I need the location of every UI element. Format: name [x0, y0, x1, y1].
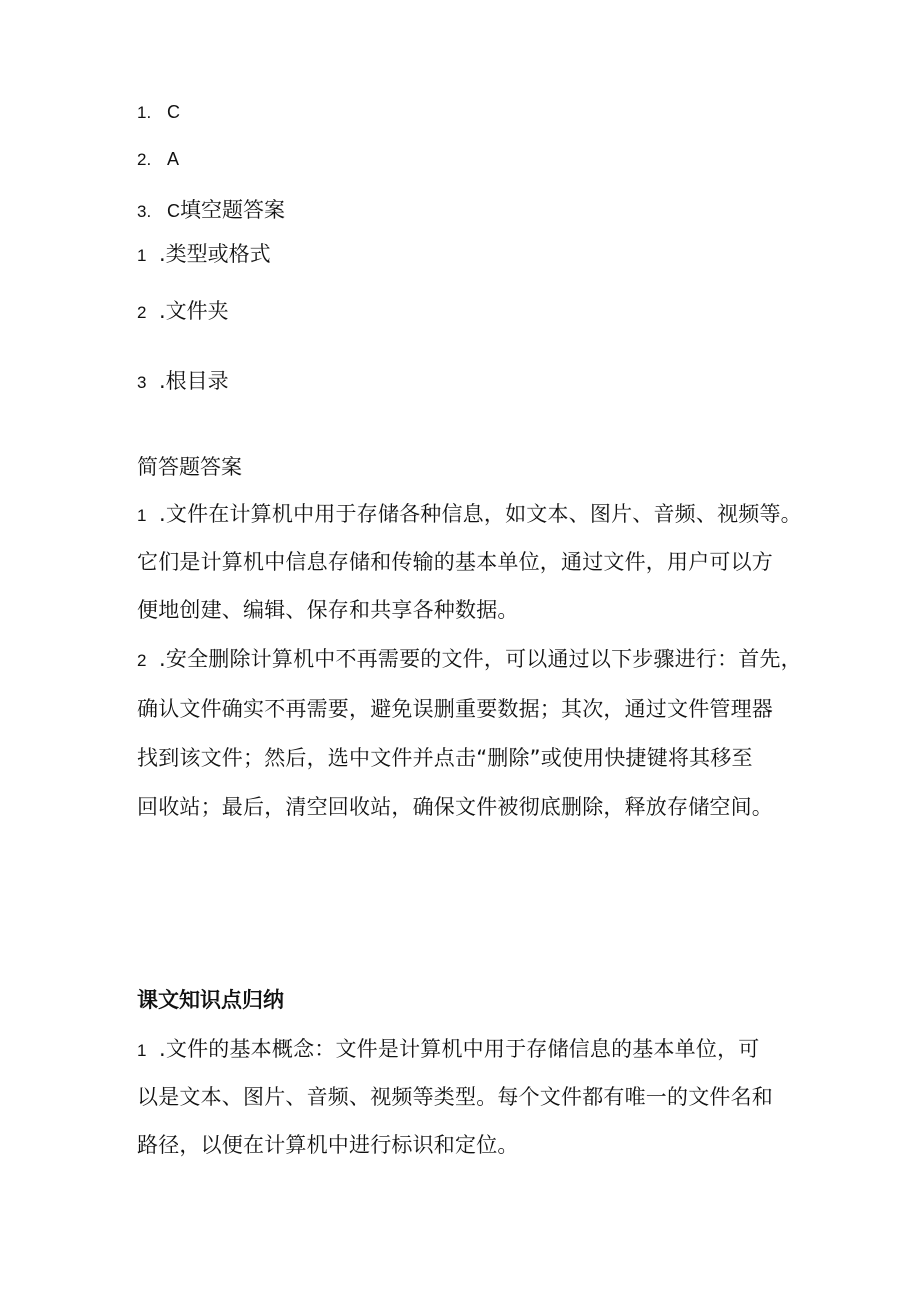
- short-answer-2-line-3: 找到该文件；然后，选中文件并点击“删除”或使用快捷键将其移至: [137, 746, 753, 770]
- fill-answer-1-number: 1: [137, 246, 147, 265]
- choice-answer-2: [137, 144, 179, 174]
- fill-answer-3: [137, 367, 229, 397]
- knowledge-point-1-text-1: .文件的基本概念：文件是计算机中用于存储信息的基本单位，可: [159, 1037, 760, 1061]
- short-answer-2-text-1: .安全删除计算机中不再需要的文件，可以通过以下步骤进行：首先，: [159, 647, 802, 671]
- short-answer-1-line-3: 便地创建、编辑、保存和共享各种数据。: [137, 598, 519, 622]
- fill-answer-1-text: .类型或格式: [159, 242, 271, 266]
- choice-answer-1-letter: C: [167, 102, 180, 122]
- short-answer-1-line-2: 它们是计算机中信息存储和传输的基本单位，通过文件，用户可以方: [137, 550, 773, 574]
- knowledge-point-1-line-3: 路径，以便在计算机中进行标识和定位。: [137, 1133, 519, 1157]
- knowledge-point-1-line-1: [137, 1035, 759, 1065]
- short-answer-1-line-1: [137, 500, 802, 530]
- knowledge-point-1-line-2: 以是文本、图片、音频、视频等类型。每个文件都有唯一的文件名和: [137, 1085, 773, 1109]
- fill-heading: 填空题答案: [180, 198, 285, 222]
- short-answer-1-number: 1: [137, 506, 147, 525]
- knowledge-point-1-number: 1: [137, 1041, 147, 1060]
- short-answer-heading: 简答题答案: [137, 455, 242, 479]
- knowledge-heading: 课文知识点归纳: [137, 988, 284, 1012]
- short-answer-2-line-2: 确认文件确实不再需要，避免误删重要数据；其次，通过文件管理器: [137, 697, 773, 721]
- choice-answer-3-letter: C: [167, 201, 180, 221]
- choice-answer-1: [137, 97, 180, 127]
- short-answer-1-text-1: .文件在计算机中用于存储各种信息，如文本、图片、音频、视频等。: [159, 502, 802, 526]
- choice-answer-2-letter: A: [167, 149, 180, 169]
- fill-answer-2-text: .文件夹: [159, 299, 229, 323]
- fill-answer-2: [137, 297, 229, 327]
- choice-answer-3-number: 3.: [137, 202, 152, 221]
- choice-answer-3: [137, 196, 285, 226]
- fill-answer-2-number: 2: [137, 303, 147, 322]
- fill-answer-3-text: .根目录: [159, 369, 229, 393]
- choice-answer-1-number: 1.: [137, 103, 152, 122]
- short-answer-2-line-1: [137, 645, 802, 675]
- choice-answer-2-number: 2.: [137, 150, 152, 169]
- short-answer-2-number: 2: [137, 651, 147, 670]
- short-answer-2-line-4: 回收站；最后，清空回收站，确保文件被彻底删除，释放存储空间。: [137, 795, 773, 819]
- fill-answer-1: [137, 240, 271, 270]
- fill-answer-3-number: 3: [137, 373, 147, 392]
